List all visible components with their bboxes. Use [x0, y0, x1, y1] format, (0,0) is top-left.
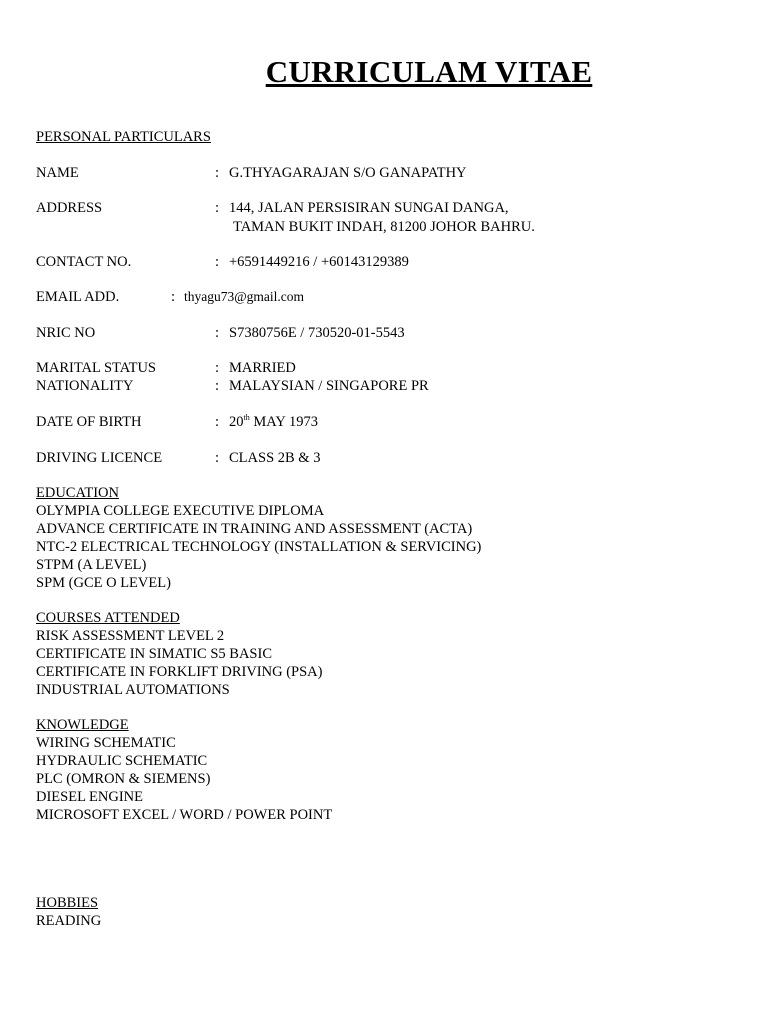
document-title: CURRICULAM VITAE: [265, 54, 593, 89]
knowledge-heading: KNOWLEDGE: [36, 717, 129, 733]
name-value: G.THYAGARAJAN S/O GANAPATHY: [229, 165, 467, 181]
education-item: NTC-2 ELECTRICAL TECHNOLOGY (INSTALLATION & SERVICING): [36, 539, 482, 555]
address-line-2: TAMAN BUKIT INDAH, 81200 JOHOR BAHRU.: [233, 219, 535, 235]
dob-day: 20: [229, 414, 244, 430]
education-item: OLYMPIA COLLEGE EXECUTIVE DIPLOMA: [36, 503, 325, 519]
nric-value: S7380756E / 730520-01-5543: [229, 325, 405, 341]
driving-licence-value: CLASS 2B & 3: [229, 450, 321, 466]
address-line-1: 144, JALAN PERSISIRAN SUNGAI DANGA,: [229, 200, 509, 216]
dob-value: [229, 413, 318, 431]
driving-licence-label: DRIVING LICENCE: [36, 450, 163, 466]
education-item: SPM (GCE O LEVEL): [36, 575, 171, 591]
address-label: ADDRESS: [36, 200, 103, 216]
course-item: CERTIFICATE IN SIMATIC S5 BASIC: [36, 646, 272, 662]
email-label: EMAIL ADD.: [36, 289, 120, 305]
name-label: NAME: [36, 165, 79, 181]
dob-label: DATE OF BIRTH: [36, 414, 142, 430]
education-item: ADVANCE CERTIFICATE IN TRAINING AND ASSESSMENT (ACTA): [36, 521, 473, 537]
hobbies-heading: HOBBIES: [36, 895, 99, 911]
contact-colon: :: [215, 254, 220, 270]
hobby-item: READING: [36, 913, 102, 929]
course-item: CERTIFICATE IN FORKLIFT DRIVING (PSA): [36, 664, 323, 680]
nationality-value: MALAYSIAN / SINGAPORE PR: [229, 378, 429, 394]
education-item: STPM (A LEVEL): [36, 557, 147, 573]
nationality-colon: :: [215, 378, 220, 394]
marital-status-value: MARRIED: [229, 360, 296, 376]
nationality-label: NATIONALITY: [36, 378, 134, 394]
course-item: RISK ASSESSMENT LEVEL 2: [36, 628, 225, 644]
address-colon: :: [215, 200, 220, 216]
knowledge-item: DIESEL ENGINE: [36, 789, 143, 805]
courses-heading: COURSES ATTENDED: [36, 610, 180, 626]
name-colon: :: [215, 165, 220, 181]
nric-colon: :: [215, 325, 220, 341]
dob-suffix: th: [243, 413, 250, 422]
email-value: thyagu73@gmail.com: [184, 289, 305, 304]
nric-label: NRIC NO: [36, 325, 96, 341]
email-colon: :: [171, 289, 176, 305]
personal-particulars-heading: PERSONAL PARTICULARS: [36, 129, 211, 145]
knowledge-item: HYDRAULIC SCHEMATIC: [36, 753, 208, 769]
course-item: INDUSTRIAL AUTOMATIONS: [36, 682, 230, 698]
contact-value: +6591449216 / +60143129389: [229, 254, 409, 270]
marital-status-label: MARITAL STATUS: [36, 360, 156, 376]
contact-label: CONTACT NO.: [36, 254, 132, 270]
dob-month-year: MAY 1973: [249, 414, 318, 430]
knowledge-item: MICROSOFT EXCEL / WORD / POWER POINT: [36, 807, 333, 823]
marital-status-colon: :: [215, 360, 220, 376]
knowledge-item: WIRING SCHEMATIC: [36, 735, 176, 751]
education-heading: EDUCATION: [36, 485, 119, 501]
dob-colon: :: [215, 414, 220, 430]
driving-licence-colon: :: [215, 450, 220, 466]
knowledge-item: PLC (OMRON & SIEMENS): [36, 771, 211, 787]
